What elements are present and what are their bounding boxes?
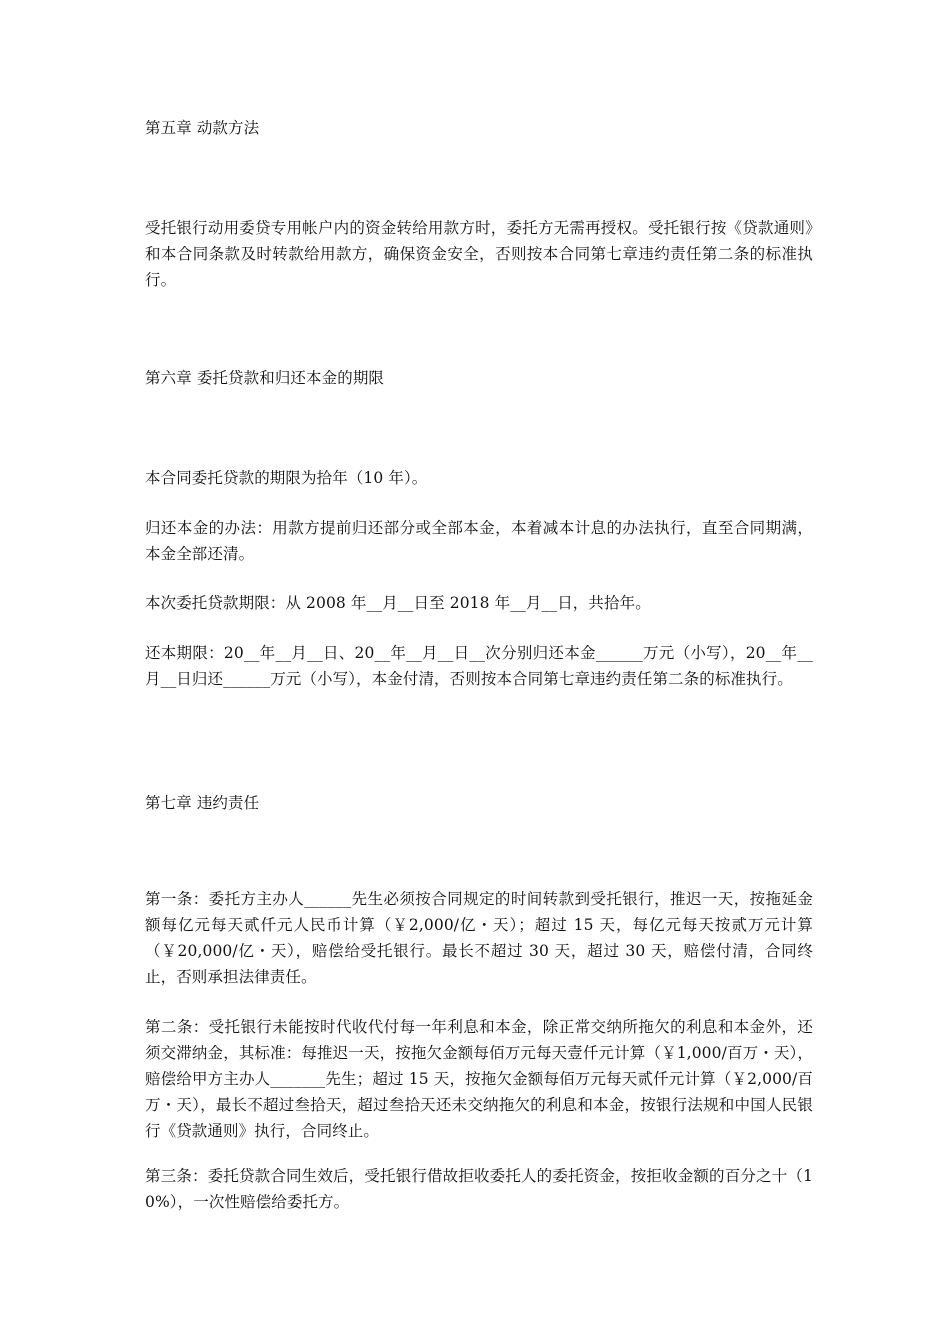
chapter7-article-1: 第一条：委托方主办人______先生必须按合同规定的时间转款到受托银行，推迟一天，按拖延金额每亿元每天贰仟元人民币计算（￥2,000/亿・天）；超过 15 天，每亿元每天按贰万元计算（￥20,000/亿・天），赔偿给受托银行。最长不超过 30 天，超过 30 天，赔偿付清，合同终止，否则承担法律责任。 (145, 890, 813, 986)
chapter7-article-3: 第三条：委托贷款合同生效后，受托银行借故拒收委托人的委托资金，按拒收金额的百分之十（10%），一次性赔偿给委托方。 (145, 1167, 813, 1211)
chapter7-article-2: 第二条：受托银行未能按时代收代付每一年利息和本金，除正常交纳所拖欠的利息和本金外，还须交滞纳金，其标准：每推迟一天，按拖欠金额每佰万元每天壹仟元计算（￥1,000/百万・天），赔偿给甲方主办人_______先生；超过 15 天，按拖欠金额每佰万元每天贰仟元计算（￥2,000/百万・天），最长不超过叁拾天，超过叁拾天还未交纳拖欠的利息和本金，按银行法规和中国人民银行《贷款通则》执行，合同终止。 (145, 1018, 813, 1140)
chapter6-paragraph-3: 本次委托贷款期限：从 2008 年__月__日至 2018 年__月__日，共拾年。 (145, 594, 651, 612)
chapter6-heading: 第六章 委托贷款和归还本金的期限 (145, 369, 385, 387)
chapter5-heading: 第五章 动款方法 (145, 119, 260, 137)
chapter6-paragraph-1: 本合同委托贷款的期限为拾年（10 年）。 (145, 469, 428, 487)
chapter6-paragraph-2: 归还本金的办法：用款方提前归还部分或全部本金，本着减本计息的办法执行，直至合同期满，本金全部还清。 (145, 519, 813, 563)
chapter6-paragraph-4: 还本期限：20__年__月__日、20__年__月__日__次分别归还本金______万元（小写），20__年__月__日归还______万元（小写），本金付清，否则按本合同第七章违约责任第二条的标准执行。 (145, 644, 813, 688)
chapter7-heading: 第七章 违约责任 (145, 794, 260, 812)
chapter5-paragraph-1: 受托银行动用委贷专用帐户内的资金转给用款方时，委托方无需再授权。受托银行按《贷款通则》和本合同条款及时转款给用款方，确保资金安全，否则按本合同第七章违约责任第二条的标准执行。 (145, 219, 813, 289)
